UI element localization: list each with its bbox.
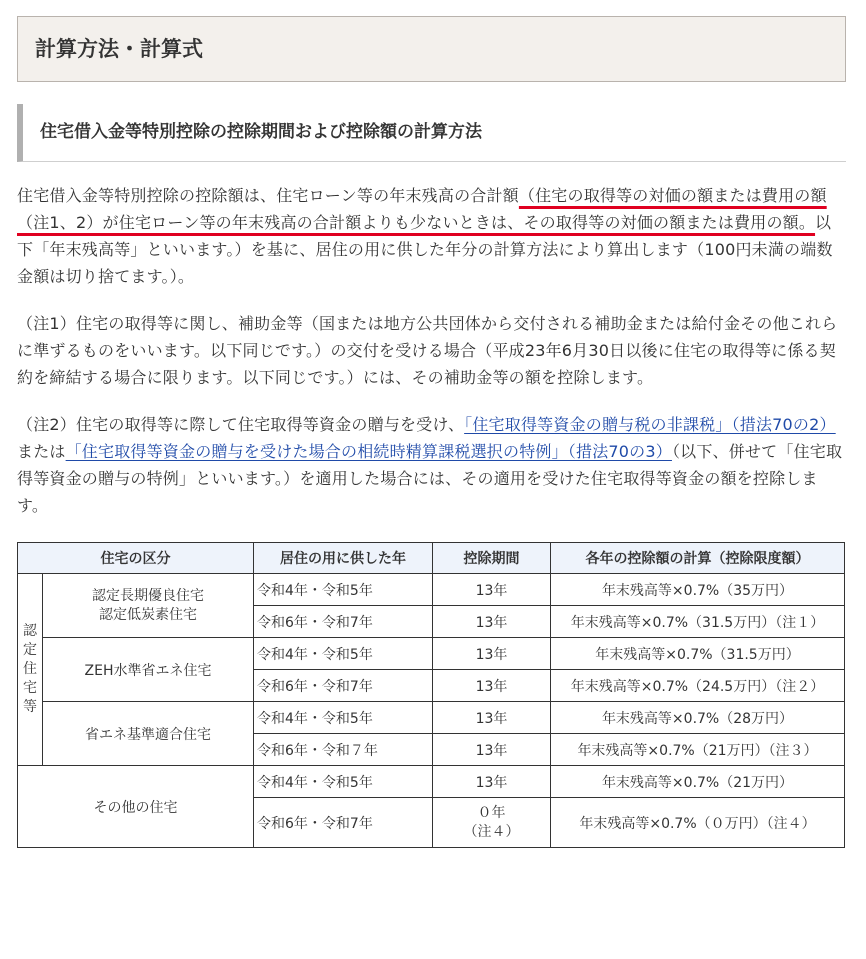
paragraph-text: 以下「年末残高等」といいます。）を基に、居住の用に供した年分の計算方法により算出します（100円未満の端数金額は切り捨てます。）。: [17, 213, 833, 286]
calc-cell: 年末残高等×0.7%（31.5万円）（注１）: [551, 606, 845, 638]
header-deduction-period: 控除期間: [433, 543, 551, 574]
year-cell: 令和6年・令和7年: [254, 606, 433, 638]
paragraph-text: 住宅借入金等特別控除の控除額は、住宅ローン等の年末残高の合計額: [17, 186, 519, 205]
header-housing-type: 住宅の区分: [18, 543, 254, 574]
period-cell: 13年: [433, 766, 551, 798]
calc-cell: 年末残高等×0.7%（０万円）（注４）: [551, 798, 845, 848]
calc-cell: 年末残高等×0.7%（35万円）: [551, 574, 845, 606]
certified-housing-group-cell: [18, 574, 43, 766]
section-title: 住宅借入金等特別控除の控除期間および控除額の計算方法: [17, 104, 846, 162]
housing-type-cell: 認定長期優良住宅 認定低炭素住宅: [43, 574, 254, 638]
page-title: 計算方法・計算式: [17, 16, 846, 82]
year-cell: 令和6年・令和７年: [254, 734, 433, 766]
deduction-table: [17, 542, 845, 848]
year-cell: 令和4年・令和5年: [254, 766, 433, 798]
year-cell: 令和4年・令和5年: [254, 574, 433, 606]
year-cell: 令和4年・令和5年: [254, 702, 433, 734]
header-residence-year: 居住の用に供した年: [254, 543, 433, 574]
period-cell: ０年 （注４）: [433, 798, 551, 848]
paragraph-text: または: [17, 442, 66, 461]
note-2-paragraph: [17, 411, 846, 519]
header-deduction-calc: 各年の控除額の計算（控除限度額）: [551, 543, 845, 574]
housing-type-cell: その他の住宅: [18, 766, 254, 848]
period-cell: 13年: [433, 670, 551, 702]
period-cell: 13年: [433, 574, 551, 606]
calc-cell: 年末残高等×0.7%（28万円）: [551, 702, 845, 734]
table-row: [18, 766, 845, 798]
table-row: [18, 574, 845, 606]
year-cell: 令和6年・令和7年: [254, 798, 433, 848]
period-cell: 13年: [433, 702, 551, 734]
paragraph-deduction-amount: [17, 182, 846, 290]
calc-cell: 年末残高等×0.7%（21万円）（注３）: [551, 734, 845, 766]
table-row: [18, 638, 845, 670]
table-header-row: [18, 543, 845, 574]
settlement-taxation-link[interactable]: 「住宅取得等資金の贈与を受けた場合の相続時精算課税選択の特例」（措法70の3）: [65, 442, 672, 461]
year-cell: 令和6年・令和7年: [254, 670, 433, 702]
group-label-char: 認: [23, 623, 37, 639]
year-cell: 令和4年・令和5年: [254, 638, 433, 670]
note-1-paragraph: （注1）住宅の取得等に関し、補助金等（国または地方公共団体から交付される補助金または給付金その他これらに準ずるものをいいます。以下同じです。）の交付を受ける場合（平成23年6月30日以後に住宅の取得等に係る契約を締結する場合に限ります。以下同じです。）には、その補助金等の額を控除します。: [17, 314, 838, 387]
paragraph-text: （以下、併せて「住宅取得等資金の贈与の特例」といいます。）を適用した場合には、その適用を受けた住宅取得等資金の額を控除します。: [17, 442, 843, 515]
group-label-char: 住: [23, 661, 37, 677]
calc-cell: 年末残高等×0.7%（24.5万円）（注２）: [551, 670, 845, 702]
red-underlined-text: （住宅の取得等の対価の額または費用の額（注1、2）が住宅ローン等の年末残高の合計額よりも少ないときは、その取得等の対価の額または費用の額。: [17, 186, 827, 232]
page: [0, 16, 866, 959]
housing-type-cell: 省エネ基準適合住宅: [43, 702, 254, 766]
group-label-char: 定: [23, 642, 37, 658]
period-cell: 13年: [433, 638, 551, 670]
calc-cell: 年末残高等×0.7%（21万円）: [551, 766, 845, 798]
table-row: [18, 702, 845, 734]
period-cell: 13年: [433, 606, 551, 638]
gift-tax-exemption-link[interactable]: 「住宅取得等資金の贈与税の非課税」（措法70の2）: [464, 415, 836, 434]
period-cell: 13年: [433, 734, 551, 766]
group-label-char: 等: [23, 699, 37, 715]
paragraph-text: （注2）住宅の取得等に際して住宅取得等資金の贈与を受け、: [17, 415, 465, 434]
housing-type-cell: ZEH水準省エネ住宅: [43, 638, 254, 702]
calc-cell: 年末残高等×0.7%（31.5万円）: [551, 638, 845, 670]
group-label-char: 宅: [23, 680, 37, 696]
